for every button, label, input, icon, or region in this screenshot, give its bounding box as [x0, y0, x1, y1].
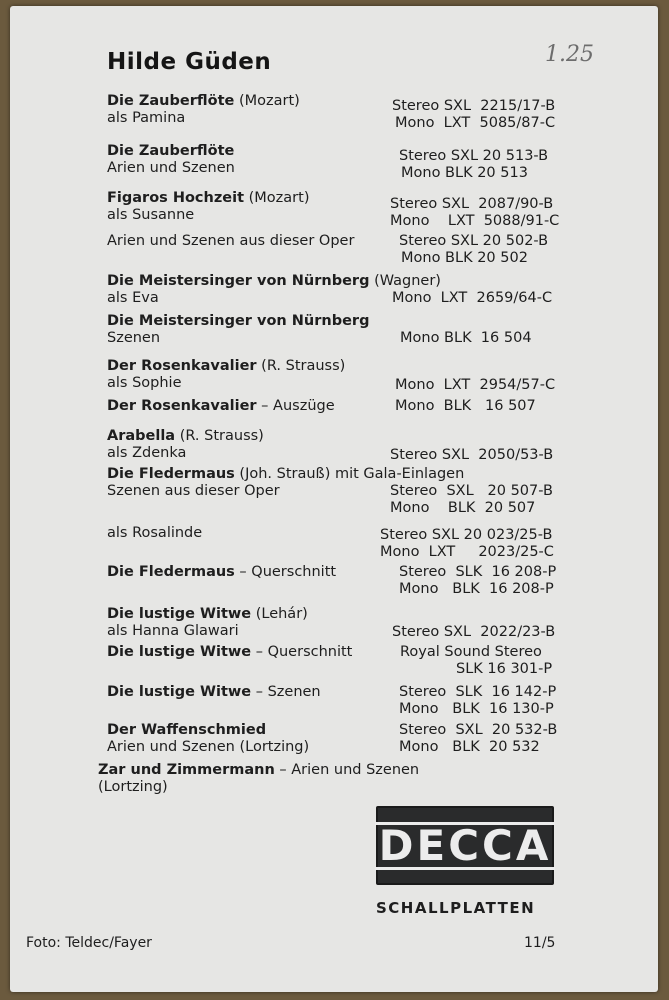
listing-text: Stereo SXL 2215/17-B — [392, 98, 556, 114]
listing-line — [107, 623, 239, 640]
listing-line — [107, 564, 336, 581]
listing-line — [107, 290, 159, 307]
listing-line — [392, 290, 552, 307]
listing-line — [395, 398, 536, 415]
listing-line — [98, 762, 419, 779]
listing-text: Stereo SXL 20 532-B — [399, 722, 558, 738]
listing-line — [399, 148, 548, 165]
listing-text: (Mozart) — [234, 93, 300, 109]
work-title: Die lustige Witwe — [107, 644, 252, 660]
listing-text: Stereo SXL 20 502-B — [399, 233, 549, 249]
listing-text: Mono BLK 20 502 — [401, 250, 528, 266]
listing-text: als Susanne — [107, 207, 195, 223]
listing-line — [107, 606, 308, 623]
listing-text: Stereo SLK 16 208-P — [399, 564, 557, 580]
listing-line — [107, 428, 264, 445]
listing-text: SLK 16 301-P — [456, 661, 553, 677]
work-title: Der Rosenkavalier — [107, 358, 257, 374]
listing-text: Mono LXT 2659/64-C — [392, 290, 553, 306]
listing-text: Stereo SXL 20 023/25-B — [380, 527, 553, 543]
listing-text: als Rosalinde — [107, 525, 203, 541]
listing-text: – Querschnitt — [251, 644, 353, 660]
listing-text: Stereo SXL 2050/53-B — [390, 447, 554, 463]
listing-text: Stereo SLK 16 142-P — [399, 684, 557, 700]
listing-line — [399, 739, 540, 756]
listing-text: Stereo SXL 2022/23-B — [392, 624, 556, 640]
listing-text: Mono BLK 16 504 — [400, 330, 532, 346]
listing-text: als Sophie — [107, 375, 182, 391]
work-title: Die Meistersinger von Nürnberg — [107, 313, 370, 329]
listing-text: als Eva — [107, 290, 159, 306]
listing-text: (R. Strauss) — [256, 358, 346, 374]
listing-text: Mono BLK 16 208-P — [399, 581, 554, 597]
listing-text: – Arien und Szenen — [274, 762, 420, 778]
listing-line — [380, 527, 552, 544]
listing-line — [107, 644, 352, 661]
listing-line — [390, 213, 559, 230]
listing-line — [399, 722, 557, 739]
work-title: Die Zauberflöte — [107, 93, 235, 109]
listing-line — [107, 190, 309, 207]
listing-text: (Joh. Strauß) mit Gala-Einlagen — [234, 466, 465, 482]
listing-line — [107, 398, 335, 415]
listing-line — [107, 483, 280, 500]
brand-subtitle: SCHALLPLATTEN — [376, 899, 536, 917]
listing-line — [401, 250, 528, 267]
listing-line — [107, 110, 185, 127]
decca-logo — [376, 806, 554, 885]
listing-text: Mono BLK 20 513 — [401, 165, 528, 181]
listing-text: – Szenen — [251, 684, 321, 700]
listing-line — [107, 466, 464, 483]
listing-line — [399, 233, 548, 250]
work-title: Arabella — [107, 428, 176, 444]
listing-text: Arien und Szenen — [107, 160, 235, 176]
listing-text: Mono LXT 2023/25-C — [380, 544, 554, 560]
listing-line — [107, 722, 266, 739]
photo-credit: Foto: Teldec/Fayer — [26, 935, 152, 951]
listing-line — [107, 160, 235, 177]
listing-text: – Querschnitt — [234, 564, 337, 580]
listing-line — [107, 313, 369, 330]
listing-text: als Zdenka — [107, 445, 187, 461]
card-code: 11/5 — [524, 935, 556, 951]
work-title: Die lustige Witwe — [107, 684, 252, 700]
listing-text: (Mozart) — [244, 190, 310, 206]
listing-line — [107, 207, 194, 224]
listing-text: Mono BLK 20 507 — [390, 500, 536, 516]
listing-line — [380, 544, 554, 561]
listing-line — [395, 377, 555, 394]
listing-line — [107, 445, 186, 462]
work-title: Die Fledermaus — [107, 466, 235, 482]
listing-line — [107, 525, 202, 542]
listing-line — [107, 684, 321, 701]
listing-text: (Lehár) — [251, 606, 308, 622]
listing-line — [399, 564, 556, 581]
listing-line — [395, 115, 555, 132]
listing-line — [400, 330, 532, 347]
listing-line — [98, 779, 168, 796]
listing-text: Arien und Szenen aus dieser Oper — [107, 233, 355, 249]
listing-line — [390, 500, 535, 517]
listing-text: Szenen aus dieser Oper — [107, 483, 280, 499]
work-title: Die Fledermaus — [107, 564, 235, 580]
listing-line — [107, 375, 182, 392]
listing-line — [392, 624, 555, 641]
listing-text: (Lortzing) — [98, 779, 168, 795]
work-title: Die Meistersinger von Nürnberg — [107, 273, 370, 289]
listing-text: Stereo SXL 20 507-B — [390, 483, 553, 499]
listing-text: Mono BLK 16 130-P — [399, 701, 554, 717]
listing-line — [456, 661, 552, 678]
listing-text: Szenen — [107, 330, 161, 346]
listing-line — [399, 701, 554, 718]
work-title: Die Zauberflöte — [107, 143, 235, 159]
decca-logo-text: DECCA — [375, 822, 556, 870]
listing-text: – Auszüge — [256, 398, 335, 414]
work-title: Die lustige Witwe — [107, 606, 252, 622]
listing-text: Mono BLK 20 532 — [399, 739, 540, 755]
listing-line — [390, 483, 553, 500]
listing-line — [390, 447, 553, 464]
listing-text: als Hanna Glawari — [107, 623, 239, 639]
work-title: Figaros Hochzeit — [107, 190, 245, 206]
listing-text: (R. Strauss) — [175, 428, 264, 444]
listing-line — [401, 165, 528, 182]
work-title: Der Rosenkavalier — [107, 398, 257, 414]
listing-text: als Pamina — [107, 110, 186, 126]
listing-line — [399, 684, 556, 701]
listing-line — [107, 739, 309, 756]
listing-line — [107, 330, 160, 347]
listing-line — [107, 93, 300, 110]
page-title: Hilde Güden — [107, 49, 272, 75]
work-title: Zar und Zimmermann — [98, 762, 275, 778]
listing-line — [107, 273, 441, 290]
listing-line — [107, 233, 354, 250]
listing-line — [107, 358, 345, 375]
listing-text: Royal Sound Stereo — [400, 644, 542, 660]
listing-line — [400, 644, 542, 661]
listing-line — [107, 143, 234, 160]
handwritten-note: 1.25 — [545, 42, 594, 67]
work-title: Der Waffenschmied — [107, 722, 267, 738]
listing-text: Arien und Szenen (Lortzing) — [107, 739, 310, 755]
listing-line — [399, 581, 554, 598]
listing-line — [390, 196, 553, 213]
listing-line — [392, 98, 555, 115]
listing-text: Stereo SXL 2087/90-B — [390, 196, 554, 212]
listing-text: Mono BLK 16 507 — [395, 398, 536, 414]
listing-text: Mono LXT 5085/87-C — [395, 115, 556, 131]
listing-text: (Wagner) — [369, 273, 441, 289]
listing-text: Stereo SXL 20 513-B — [399, 148, 549, 164]
listing-text: Mono LXT 2954/57-C — [395, 377, 556, 393]
listing-text: Mono LXT 5088/91-C — [390, 213, 560, 229]
